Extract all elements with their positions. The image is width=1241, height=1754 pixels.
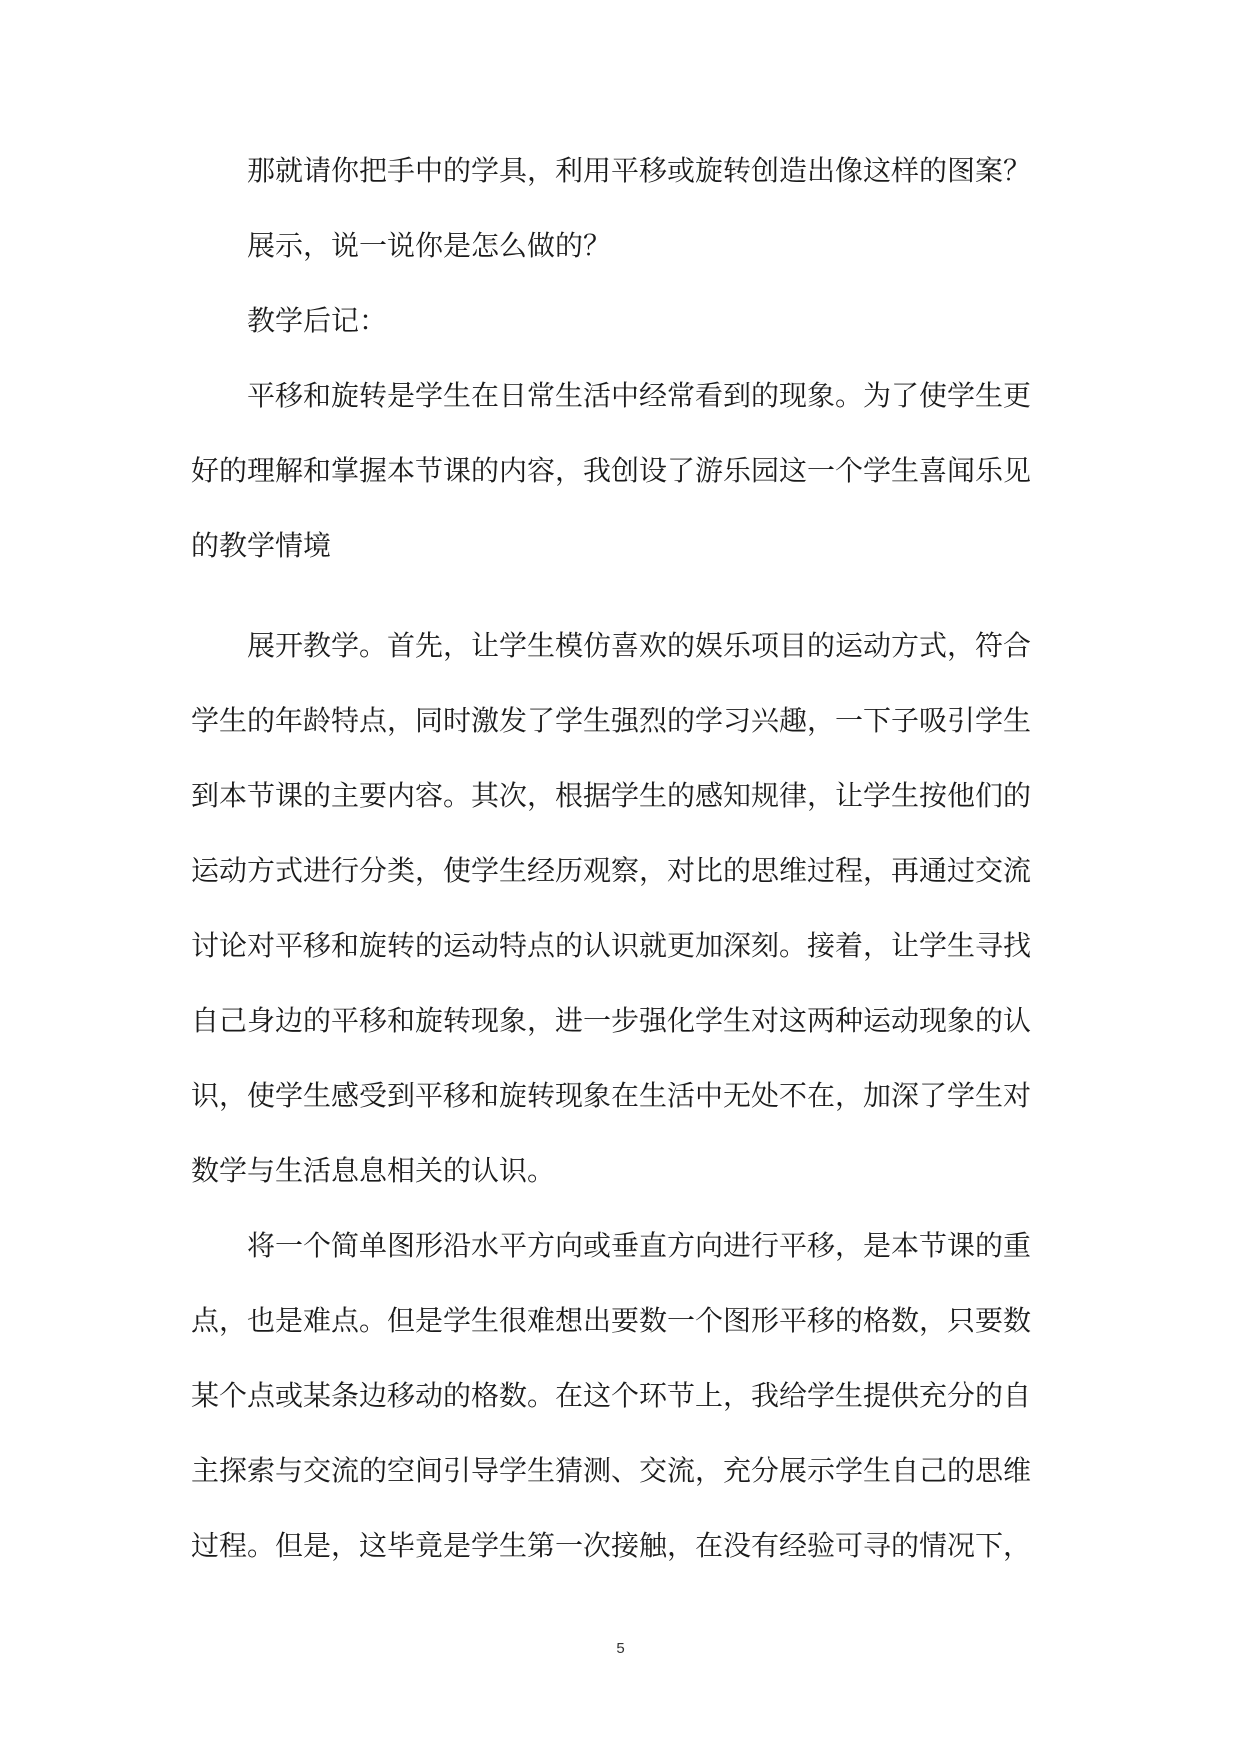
- paragraph-line: 那就请你把手中的学具，利用平移或旋转创造出像这样的图案？: [247, 154, 1032, 187]
- paragraph-line: 自己身边的平移和旋转现象，进一步强化学生对这两种运动现象的认: [191, 1004, 1032, 1037]
- paragraph-line: 平移和旋转是学生在日常生活中经常看到的现象。为了使学生更: [247, 379, 1032, 412]
- paragraph-line: 运动方式进行分类，使学生经历观察，对比的思维过程，再通过交流: [191, 854, 1032, 887]
- paragraph-line: 数学与生活息息相关的认识。: [191, 1154, 556, 1187]
- section-heading: 教学后记：: [247, 304, 388, 337]
- paragraph-line: 的教学情境: [191, 529, 332, 562]
- page-number: 5: [616, 1640, 625, 1657]
- paragraph-line: 学生的年龄特点，同时激发了学生强烈的学习兴趣，一下子吸引学生: [191, 704, 1032, 737]
- paragraph-line: 讨论对平移和旋转的运动特点的认识就更加深刻。接着，让学生寻找: [191, 929, 1032, 962]
- paragraph-line: 展示，说一说你是怎么做的？: [247, 229, 612, 262]
- body-text: [191, 140, 1051, 1590]
- paragraph-line: 到本节课的主要内容。其次，根据学生的感知规律，让学生按他们的: [191, 779, 1032, 812]
- paragraph-line: 过程。但是，这毕竟是学生第一次接触，在没有经验可寻的情况下，: [191, 1529, 1032, 1562]
- paragraph-line: 识，使学生感受到平移和旋转现象在生活中无处不在，加深了学生对: [191, 1079, 1032, 1112]
- paragraph-line: 展开教学。首先，让学生模仿喜欢的娱乐项目的运动方式，符合: [247, 629, 1032, 662]
- paragraph-line: 将一个简单图形沿水平方向或垂直方向进行平移，是本节课的重: [247, 1229, 1032, 1262]
- paragraph-line: 某个点或某条边移动的格数。在这个环节上，我给学生提供充分的自: [191, 1379, 1032, 1412]
- paragraph-gap: [191, 590, 1051, 615]
- paragraph-line: 主探索与交流的空间引导学生猜测、交流，充分展示学生自己的思维: [191, 1454, 1032, 1487]
- paragraph-line: 点，也是难点。但是学生很难想出要数一个图形平移的格数，只要数: [191, 1304, 1032, 1337]
- paragraph-line: 好的理解和掌握本节课的内容，我创设了游乐园这一个学生喜闻乐见: [191, 454, 1032, 487]
